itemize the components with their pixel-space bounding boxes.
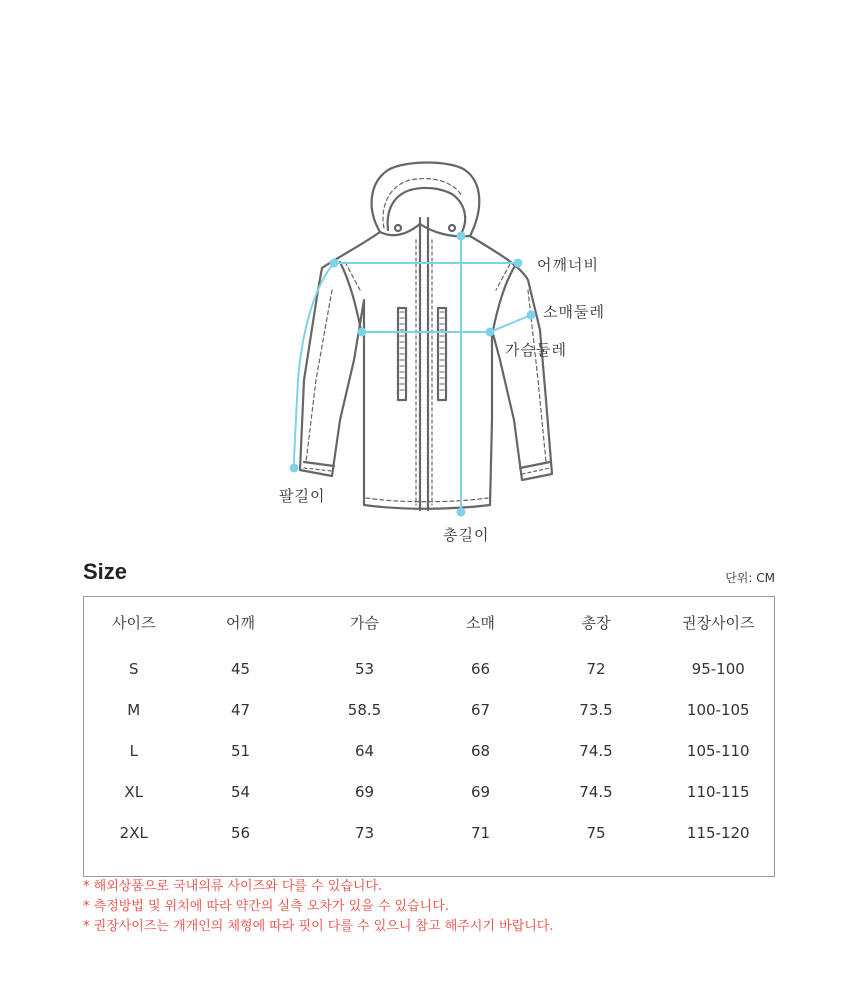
cell-shoulder: 51	[230, 742, 251, 760]
cell-recommended: 95-100	[691, 660, 745, 678]
chest-circumference-label: 가슴둘레	[505, 341, 567, 359]
arm-measure-line	[294, 263, 334, 468]
table-header-row	[84, 597, 775, 649]
note-overseas: * 해외상품으로 국내의류 사이즈와 다를 수 있습니다.	[83, 879, 383, 894]
cell-length: 73.5	[579, 701, 613, 719]
cell-shoulder: 56	[230, 824, 251, 842]
unit-label: 단위: CM	[725, 571, 775, 585]
cell-chest: 53	[354, 660, 375, 678]
total-length-label: 총길이	[443, 526, 490, 544]
cell-length: 74.5	[579, 783, 613, 801]
cell-sleeve: 67	[470, 701, 491, 719]
cell-length: 72	[586, 660, 606, 678]
cell-sleeve: 68	[470, 742, 491, 760]
cell-recommended: 100-105	[686, 701, 750, 719]
cell-chest: 64	[354, 742, 375, 760]
header-chest: 가슴	[350, 614, 379, 633]
header-length: 총장	[581, 614, 611, 633]
shoulder-width-label: 어깨너비	[537, 256, 599, 274]
cell-chest: 69	[354, 783, 375, 801]
header-shoulder: 어깨	[226, 614, 255, 633]
table-row	[84, 772, 775, 813]
table-row	[84, 690, 775, 731]
cell-sleeve: 69	[470, 783, 491, 801]
sleeve-circumference-label: 소매둘레	[543, 303, 605, 321]
note-measurement-error: * 측정방법 및 위치에 따라 약간의 실측 오차가 있을 수 있습니다.	[83, 899, 449, 914]
cell-size: 2XL	[119, 824, 148, 842]
cell-recommended: 105-110	[686, 742, 750, 760]
cell-recommended: 110-115	[686, 783, 750, 801]
cell-size: XL	[124, 783, 144, 801]
cell-chest: 58.5	[347, 701, 382, 719]
size-table	[83, 596, 775, 877]
jacket-body-outline	[300, 232, 552, 509]
cell-length: 74.5	[579, 742, 613, 760]
table-row	[84, 649, 775, 690]
cell-size: L	[129, 742, 138, 760]
cell-size: M	[127, 701, 141, 719]
size-section-title: Size	[83, 559, 128, 584]
header-size: 사이즈	[112, 614, 156, 633]
header-recommended: 권장사이즈	[682, 614, 755, 633]
cell-shoulder: 47	[230, 701, 251, 719]
table-row	[84, 813, 775, 854]
arm-length-label: 팔길이	[279, 487, 326, 505]
cell-recommended: 115-120	[686, 824, 750, 842]
size-notes	[83, 877, 554, 937]
cell-sleeve: 66	[470, 660, 491, 678]
header-sleeve: 소매	[466, 614, 495, 633]
cell-chest: 73	[354, 824, 375, 842]
table-row	[84, 731, 775, 772]
cell-length: 75	[586, 824, 606, 842]
note-recommended-fit: * 권장사이즈는 개개인의 체형에 따라 핏이 다를 수 있으니 참고 해주시기 바랍니다.	[83, 919, 554, 934]
cell-size: S	[128, 660, 139, 678]
cell-sleeve: 71	[470, 824, 491, 842]
cell-shoulder: 45	[230, 660, 251, 678]
cell-shoulder: 54	[230, 783, 251, 801]
